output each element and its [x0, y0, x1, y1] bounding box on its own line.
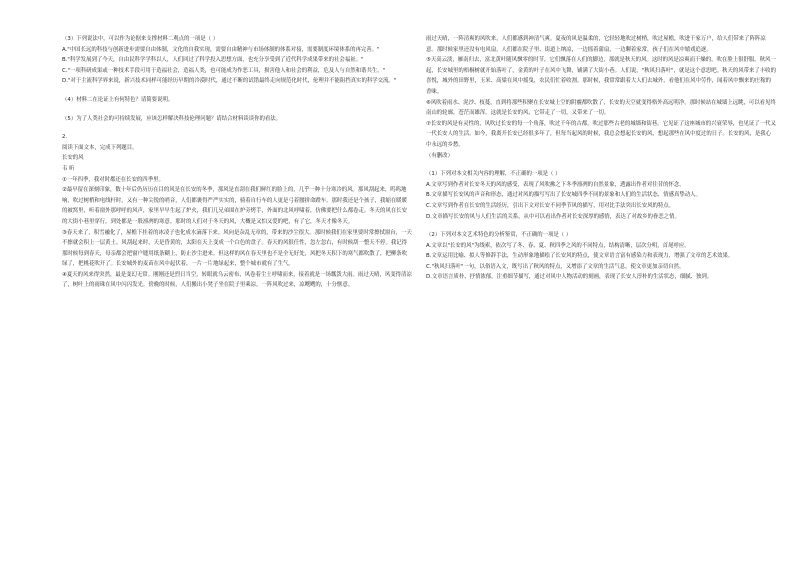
q1-stem: （1）下列对本文相关内容的理解，不正确的一项是（ ）	[426, 171, 561, 178]
q3-option-c: C."一项科研成果或一种技术手段可用于造福社会，造福人类，也可能成为作恶工具，损害他人和社会的利益，危及人与自然和谐共生。"	[62, 67, 386, 74]
paragraph: ⑥风吹着雨水、泥沙、枝蔓，直到将那些积聚在长安城上空的阴霾都吹散了，长安的天空就变得格外高远明净。那时候站在城墙上远眺，可以看见终南山的轮廓，苍茫而雄浑。这就是长安的风，它带走了一切，又带来了一切。	[426, 99, 776, 117]
q3-option-a: A."中国长远的科技与创新进步需要自由体制，文化的自我实现，需要自由精神与市场体制的体系对接，需要制度环境体系的再完善。"	[62, 46, 380, 53]
q3-stem: （3）下列说法中，可以作为论据来支撑材料二观点的一项是（ ）	[62, 36, 219, 42]
article-author: 韦 昕	[62, 165, 75, 172]
paragraph: ③春天来了，积雪融化了，屋檐下挂着的冰凌子也化成水滴落下来。风向是杂乱无章的，带来的沙尘很大。那时候我们在家里要时常擦拭窗台，一天不擦就会积上一层黄土。风刮起来时，天是昏黄的，太阳在天上变成一个白色的盘子。春天的风很任性，忽左忽右，有时候刮一整天不停。我记得那时候每到春天，母亲都会把窗户缝用纸条糊上，防止沙尘进来。但这样的风在春天里也不是全无好处，风把冬天积下的寒气都吹散了，把柳条吹绿了，把桃花吹开了。长安城外的麦苗在风中起伏着，一片一片地绿起来，整个城市就有了生气。	[62, 229, 412, 268]
q2-option-d: D.文章语言质朴、抒情浓郁，注重细节描写，通过对风中人物活动的刻画，表现了长安人淳朴的生活状态，细腻、独到。	[426, 274, 713, 281]
section-number: 2.	[62, 134, 68, 141]
source-note: （有删改）	[426, 152, 453, 159]
q1-option-c: C.文章写到作者在长安的生活经历，引出下文对长安不同季节风的描写，用对比手法突出长安风的特点。	[426, 202, 675, 209]
q2-option-c: C."秋风扫落叶"一句，以俗语入文，既写出了秋风的特点，又增添了文章的生活气息，使文章更加亲切自然。	[426, 263, 685, 270]
paragraph: ②最早留在深刻印象，数十年后仍历历在目的风是在长安的冬季，那风是直刮在我们鲜红的脸上的，几乎一种十分寒冷的风。那风刮起来，呜呜地响，吹过树梢和电线杆时，又有一种尖锐的哨音，人们都裹得严严实实的，骑着自行车的人更是弓着腰拼命蹬车。那时我还是个孩子，我缩在暖暖的被窝里，听着窗外那呼呼的风声，家里早早生起了炉火，我们几兄弟围在炉旁烤手，外面的北风呼啸着，仿佛要把什么都卷走。冬天的风在长安的大街小巷里穿行，到处都是一股凛冽的寒意。那时的人们对于冬天的风，大概是又怕又爱的吧，有了它，冬天才像冬天。	[62, 187, 408, 225]
paragraph: ④夏天的风来得突然，最是变幻无常。刚刚还是烈日当空，转眼就乌云密布，风卷着尘土呼啸而来，接着就是一场瓢泼大雨。雨过天晴，风变得清凉了，树叶上的雨珠在风中闪闪发光。傍晚的时候，人们搬出小凳子坐在院子里乘凉，一阵风吹过来，凉飕飕的，十分惬意。	[62, 271, 412, 289]
q3-option-b: B."科学发展到了今天，自由民科学学科以人，人们回过了科学投入思想方面，也充分享受到了近代科学成果带来的社会福祉。"	[62, 57, 364, 64]
right-column	[426, 34, 776, 283]
paragraph: ⑦长安的风是有灵性的，风吹过长安的每一个角落，吹过千年的古都，吹过那些古老的城墙和街巷。它见证了这座城市的兴衰荣辱，也见证了一代又一代长安人的生活。如今，我离开长安已经很多年了，但每当起风的时候，我总会想起长安的风，想起那些在风中度过的日子。长安的风，是我心中永远的乡愁。	[426, 120, 776, 148]
paragraph: ①一年四季，我对时都还在长安的四季里。	[62, 176, 164, 183]
q4: （4）材料二在论证上有何特色？请简要说明。	[62, 96, 174, 103]
paragraph: ⑤天高云淡，雁南归去，富北黄叶随风飘零的时节，它们飘落在人们的脚边，那就是秋天的风。这时的风是凉爽而干燥的，吹在脸上很舒服。秋风一起，长安城里的梧桐树就开始落叶了，金黄的叶子在风中飞舞，铺满了大街小巷。人们说，"秋风扫落叶"，就是这个意思吧。秋天的风带来了丰收的喜悦，城外的田野里，玉米、高粱在风中摇曳，农民们忙着收割。那时候，我常常跟着大人们去城外，看他们在风中劳作，闻着风中飘来的庄稼的香味。	[426, 57, 776, 95]
q2-option-a: A.文章以"长安的风"为线索，依次写了冬、春、夏、秋四季之风的不同特点，结构清晰，层次分明，首尾呼应。	[426, 242, 690, 249]
q2-option-b: B.文章运用比喻、拟人等修辞手法，生动形象地描绘了长安风的特点，使文章语言富有感染力和表现力，增强了文章的艺术效果。	[426, 253, 734, 260]
q5: （5）为了人类社会的可持续发展，应该怎样解决科技伦理问题？请结合材料谈谈你的看法。	[62, 115, 282, 122]
instruction: 阅读下面文本，完成下列题目。	[62, 144, 138, 151]
q3-option-d: D."对于主流科学界来说，新兴技术同样可能经历早期的冷漠时代，通过不断的试错最终走向规范化时代，伦理并不能阻挡真实的科学交流。"	[62, 78, 397, 85]
q1-option-b: B.文章描写长安风的声音和形态，通过对风的描写写出了长安城四季不同的景象和人们的生活状态，情感真挚动人。	[426, 192, 701, 199]
paragraph: 雨过天晴，一阵清爽的风吹来，人们都感到神清气爽。夏夜的风是温柔的，它轻轻地吹过树梢，吹过屋檐，吹进千家万户，给人们带来了阵阵凉意。那时候家里还没有电风扇，人们都在院子里、街道上纳凉，一边摇着蒲扇，一边聊着家常，孩子们在风中嬉戏追逐。	[426, 36, 766, 53]
q1-option-a: A.文章写到作者对长安冬天的风的感受，表现了风吹拂之下冬季凛冽的自然景象，透露出作者对往昔的怀念。	[426, 181, 685, 188]
article-title: 长安的风	[62, 155, 84, 162]
left-column	[62, 34, 412, 291]
q1-option-d: D.文章描写长安的风与人们生活的关系，从中可以看出作者对长安深厚的感情，表达了对故乡的眷恋之情。	[426, 213, 680, 220]
q2-stem: （2）下列对本文艺术特色的分析鉴赏，不正确的一项是（ ）	[426, 232, 572, 239]
